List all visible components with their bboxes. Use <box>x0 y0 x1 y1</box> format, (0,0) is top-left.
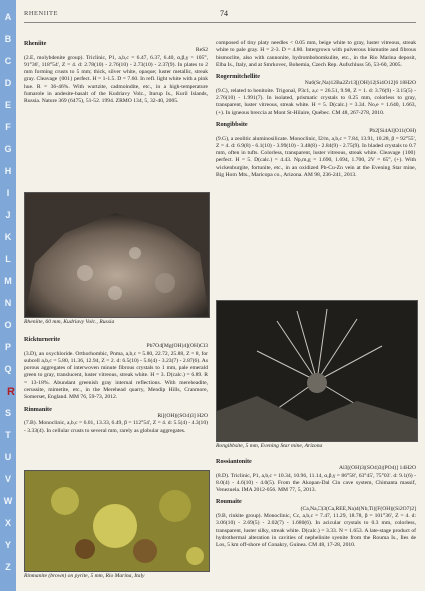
thumb-letter-v: V <box>4 474 11 484</box>
caption-rinmanite: Rinmanite (brown) on pyrite, 5 mm, Rio Marina, Italy <box>24 573 145 579</box>
entry-body: (3.D), an oxychloride. Orthorhombic, Pnma, a,b,c = 5.80, 22.72, 25.88, Z = 8, for subcell a,b,c = 5.80, 11.36, 12.94, Z = 2. d: 6.5(10) - 5.6(4) - 3.23(7) - 2.87(6). As porous aggregates of interwoven minute fibrous crystals to 1 mm, pale emerald green to gray, translucent, luster vitreous, streak white. H = 3. D(calc.) = 6.89. R = 13-18%. Abundant greenish gray internal reflections. With mereheadite, cerussite, mimetite, etc., in the Merehead quarry, Mendip Hills, Cranmore, Somerset, England. MM 76, 59-73, 2012. <box>24 350 208 401</box>
thumb-letter-l: L <box>5 254 11 264</box>
entry-formula: Na6(Sr,Na)12Ba2Zr13[(OH)12|Si4O12]6 18H2O <box>304 80 416 87</box>
entry-body: (8.D). Triclinic, P1, a,b,c = 10.34, 10.96, 11.14, α,β,γ = 86°58', 63°45', 75°03'. d: 9.1(6) - 8.0(4) - 4.6(10) - 4.0(5). From the Akopan-Dal Cin cave system, Chimanta massif, Venezuela. IMA 2012-056. MM 77, 5, 2013. <box>216 472 416 494</box>
entry-body: (2.E, molybdenite group). Triclinic, P1, a,b,c = 6.47, 6.37, 6.40, α,β,γ = 105°, 91°36', 118°54', Z = 4. d: 2.78(10) - 2.76(10) - 2.73(10) - 2.37(9). In plates to 2 mm forming crusts to 5 mm; thick, silver white, opaque; luster metallic, streak gray. Cleavage {001} perfect. H = 1-1.5. D = 7.60. In refl. light white with a pink hue. R = 36-46%. With wurtzite, cadmoindite, etc., in a high-temperature fumarole in andesite-basalt of the Kudriavy Volc., Iturup Is., Kuril Islands, Russia. Nature 369 (6475), 51-52. 1994. ZRMO 134, 5, 32-40, 2005. <box>24 54 208 105</box>
rinmanite-continued: composed of tiny platy needles < 0.05 mm, beige white to gray, luster vitreous, streak white to pale gray. H = 2-3. D = 4.80. Intergrown with pulverous bismutite and fibrous bismoclite, also with cannonite, hydrombobomkulite, etc., in the Rio Marina deposit, Elba Is., Italy, and at Smrkovec, Bohemia, Czech Rep. Aufschluss 56, 53-60, 2005. <box>216 40 416 68</box>
thumb-letter-x: X <box>4 518 11 528</box>
entry-name: Rinmanite <box>24 405 52 413</box>
thumb-letter-b: B <box>4 34 12 44</box>
page-header <box>24 10 416 23</box>
thumb-letter-c: C <box>4 56 12 66</box>
entry-body: (9.G), a zeolitic aluminosilicate. Monoclinic, I2/m, a,b,c = 7.84, 13.91, 10.28, β = 92°55', Z = 4. d: 6.9(8) - 6.1(10) - 3.99(10) - 3.48(8) - 2.84(9) - 2.75(9). In bladed crystals to 0.7 mm, often in tufts. Colorless, transparent, luster vitreous, streak white. Cleavage {100} perfect. H = 5. D(calc.) = 4.43. Np,m,g = 1.690, 1.694, 1.700, 2V = 65°, (+). With wickenburgite, fortunite, etc., in an oxidized Pb-Cu-Zn vein at the Evening Star mine, Big Horn Mts., Maricopa co., Arizona. AM 98, 236-241, 2013. <box>216 135 416 179</box>
entry-name: Rogermitchellite <box>216 73 260 81</box>
page-number: 74 <box>220 9 228 18</box>
caption-rheniite: Rheniite, 60 mm, Kudriavy Volc., Russia <box>24 319 115 325</box>
thumb-letter-g: G <box>4 144 12 154</box>
entry-body: (9.B, rinkite group). Monoclinic, Cc, a,b,c = 7.47, 11.29, 18.78, β = 101°36', Z = 4. d: 3.06(10) - 2.69(5) - 2.02(7) - 1.680(6). In acicular crystals to 0.3 mm, colorless, transparent, luster silky, streak white. D(calc.) = 3.33. N = 1.653. A late-stage product of hydrothermal alteration in cavities of nephelinite syenite from the Rouma Is., Iles de Los, 5 km off-shore of Conakry, Guinea. CM 48, 17-28, 2010. <box>216 513 416 549</box>
thumb-letter-t: T <box>5 430 11 440</box>
entry-formula: Al3[(OH)3|(SO4)3|(PO4)] 14H2O <box>339 465 416 472</box>
thumb-letter-p: P <box>4 342 11 352</box>
thumb-letter-j: J <box>5 210 11 220</box>
photo-rongibbsite <box>216 300 418 442</box>
entry-rickturnerite <box>24 336 208 435</box>
running-title: RHENIITE <box>24 10 58 17</box>
entry-name: Rheniite <box>24 40 47 47</box>
entry-formula: Ri[(OH)|(SO4)3] H2O <box>157 412 208 419</box>
photo-rheniite <box>24 192 210 318</box>
entry-name: Roumaite <box>216 498 242 506</box>
thumb-letter-o: O <box>4 320 12 330</box>
thumb-letter-q: Q <box>4 364 12 374</box>
thumb-letter-d: D <box>4 78 12 88</box>
thumb-letter-i: I <box>6 188 10 198</box>
thumb-letter-a: A <box>4 12 12 22</box>
entry-formula: (Ca,Na,□)3(Ca,REE,Na)4(Nb,Ti)[F(OH)|(Si2O7)2] <box>300 505 416 512</box>
thumb-letter-h: H <box>4 166 12 176</box>
entry-body: (7.B). Monoclinic, a,b,c = 6.01, 13.33, 6.49, β = 112°54', Z = 4. d: 5.5(4) - 4.3(10) - 3.33(4). In cellular crusts to several mm, rarely as globular aggregates. <box>24 420 208 434</box>
right-column-bottom <box>216 458 416 550</box>
entry-name: Rossiantonite <box>216 458 252 465</box>
thumb-letter-r: R <box>7 386 15 398</box>
thumb-letter-n: N <box>4 298 12 308</box>
thumb-letter-s: S <box>4 408 11 418</box>
entry-rheniite <box>24 40 208 106</box>
entry-name: Rongibbsite <box>216 120 248 128</box>
thumb-letter-w: W <box>3 496 13 506</box>
thumb-letter-k: K <box>4 232 12 242</box>
thumb-letter-u: U <box>4 452 12 462</box>
thumb-letter-y: Y <box>4 540 11 550</box>
thumb-letter-f: F <box>5 122 11 132</box>
entry-name: Rickturnerite <box>24 336 61 343</box>
entry-formula: ReS2 <box>195 47 208 54</box>
photo-rinmanite <box>24 470 210 572</box>
entry-formula: Pb7O4[Mg(OH)4](OH)Cl3 <box>146 343 208 350</box>
entry-body: (9.C), related to benitoite. Trigonal, P3c1, a,c = 26.51, 9.98, Z = 1. d: 3.76(9) - 3.15(5) - 2.76(10) - 1.991(7). In isolated, prismatic crystals to 0.25 mm, colorless to gray, transparent, luster vitreous, streak white. H = 5. D(calc.) = 3.34. No,e = 1.640, 1.663, (+). In igneous breccia at Mont St-Hilaire, Québec. CM 48, 267-278, 2010. <box>216 87 416 116</box>
thumb-letter-e: E <box>4 100 11 110</box>
thumb-letter-z: Z <box>5 562 11 572</box>
caption-rongibbsite: Rongibbsite, 5 mm, Evening Star mine, Arizona <box>216 443 323 449</box>
thumb-letter-m: M <box>4 276 12 286</box>
entry-formula: Pb2[Si4Al]O11(OH) <box>369 128 416 135</box>
right-column-top <box>216 40 416 179</box>
